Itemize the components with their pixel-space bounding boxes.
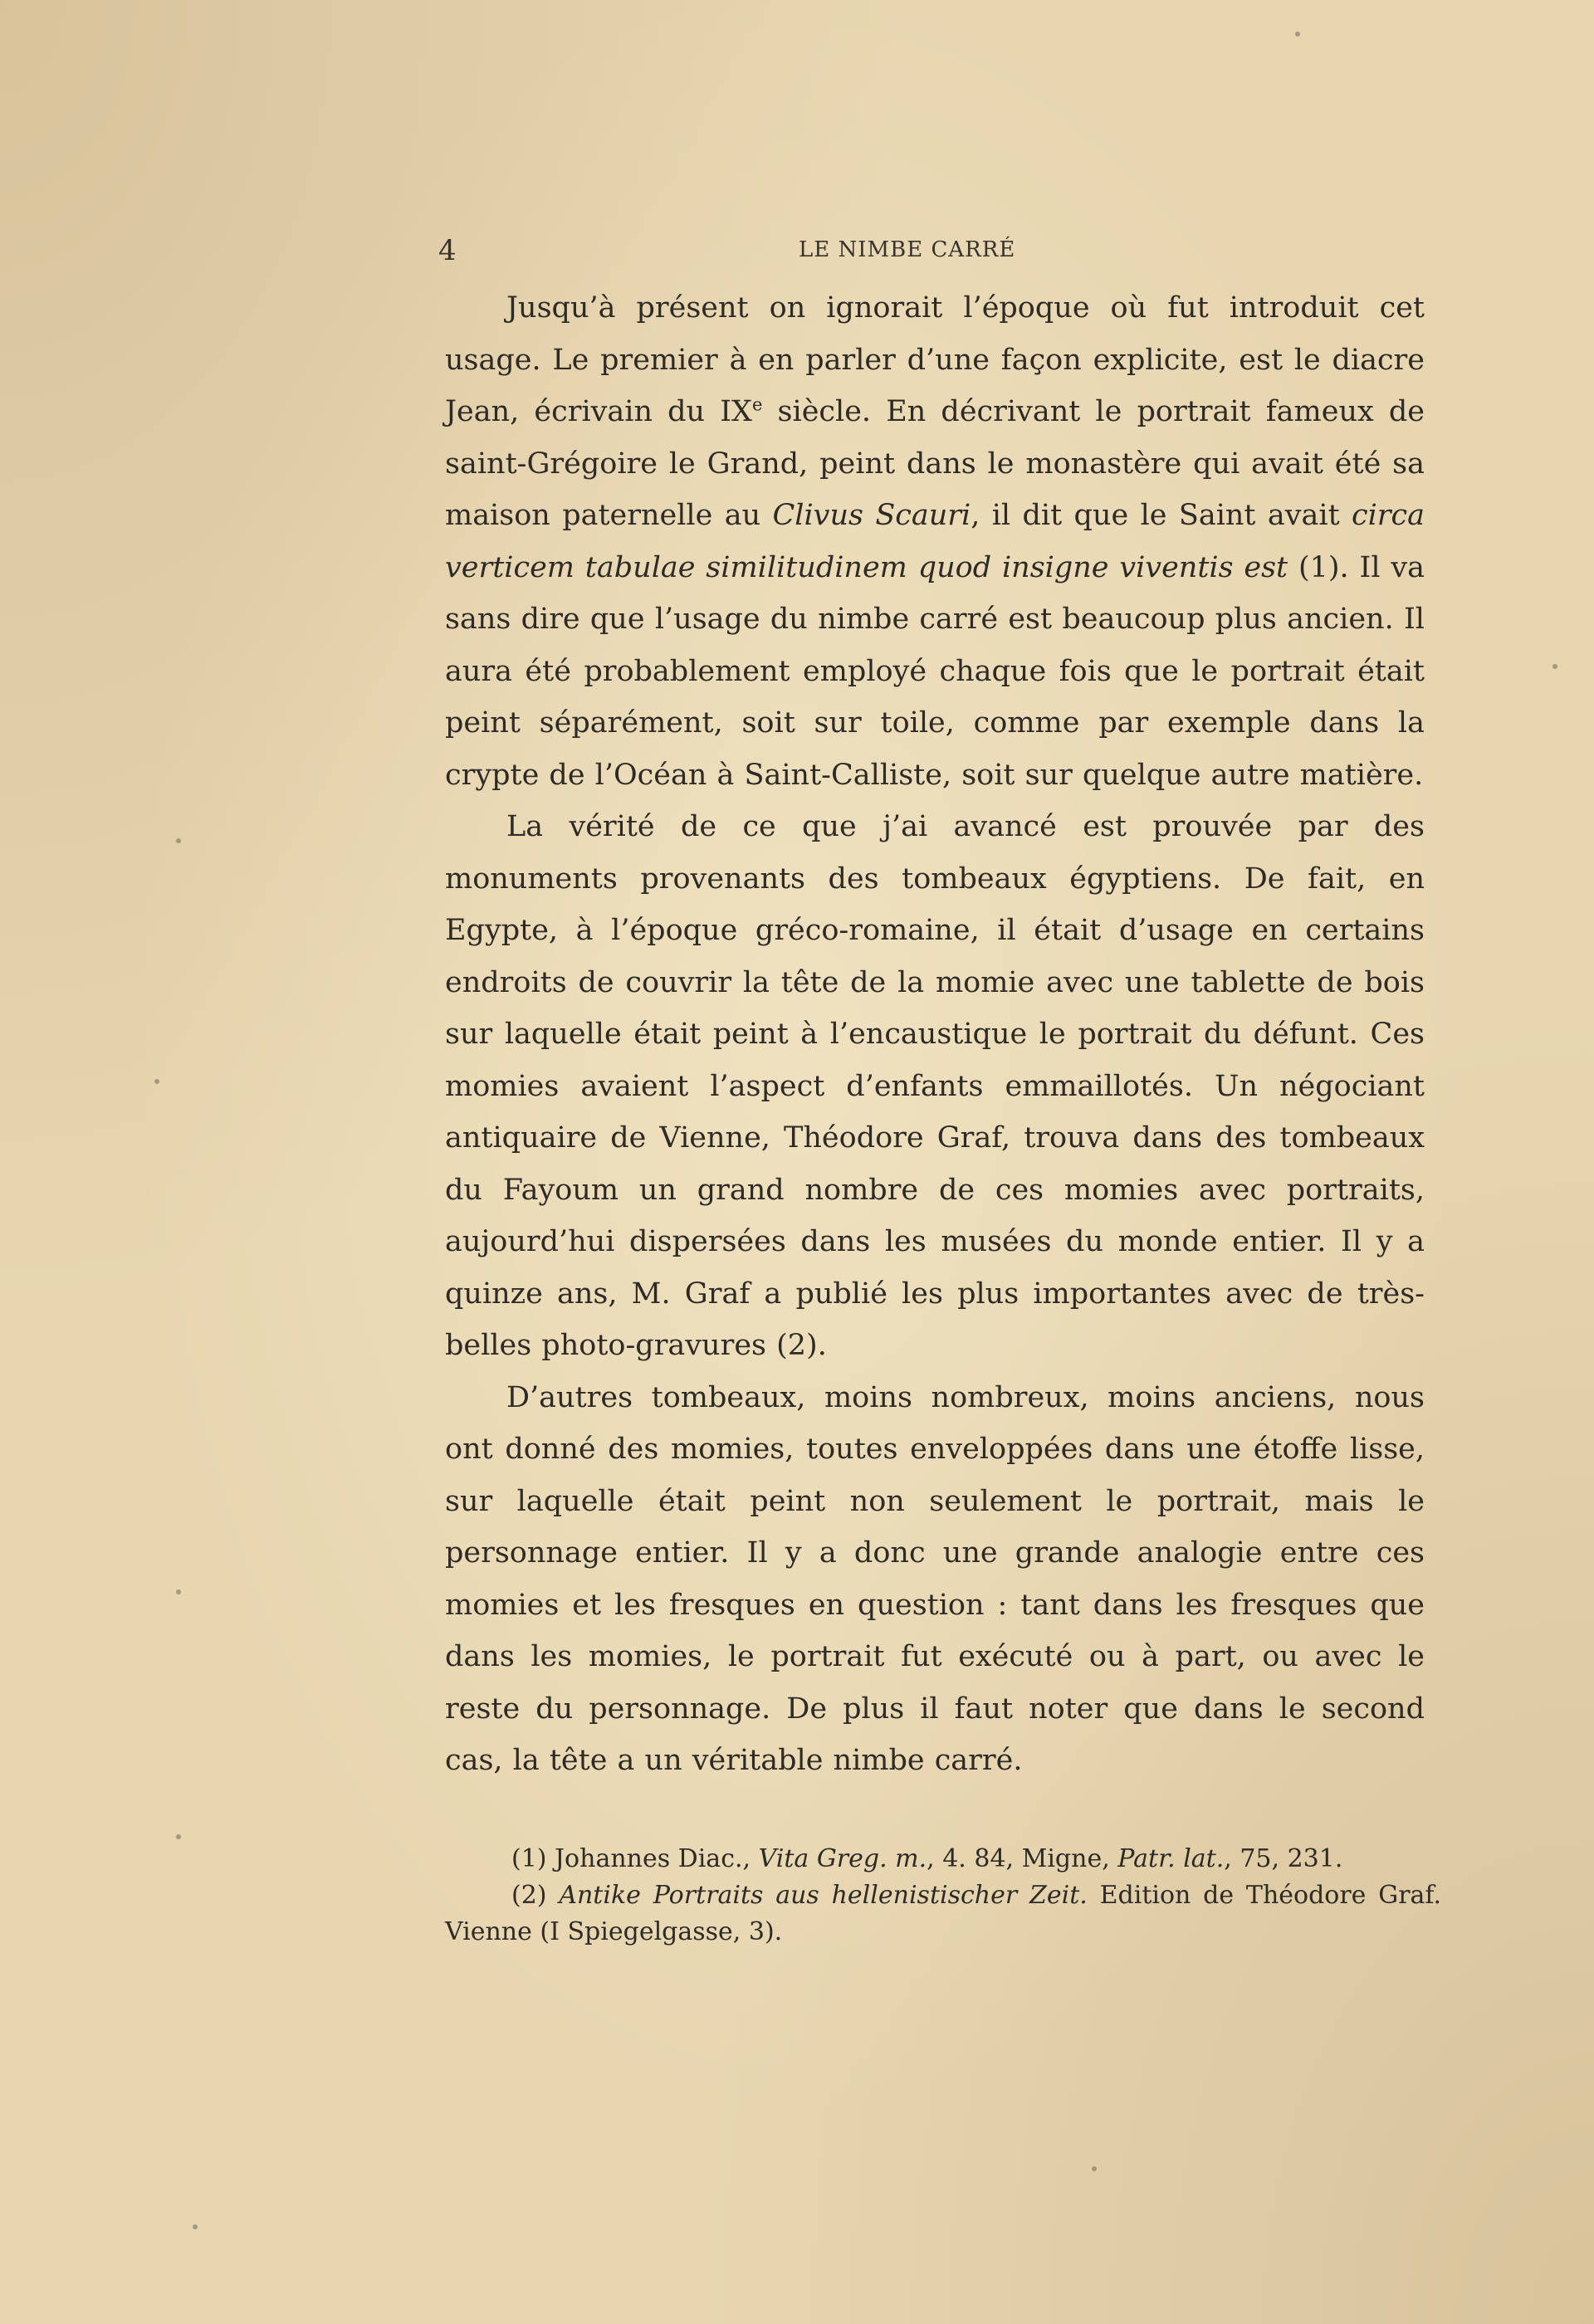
running-title: LE NIMBE CARRÉ — [799, 237, 1016, 262]
scan-speck — [1552, 664, 1557, 669]
text-span: , 4. 84, Migne, — [927, 1844, 1118, 1873]
scan-speck — [1092, 2166, 1097, 2171]
text-span: , 75, 231. — [1224, 1844, 1343, 1873]
scan-speck — [154, 1079, 159, 1084]
text-span: (1) Johannes Diac., — [511, 1844, 759, 1873]
scan-speck — [176, 838, 181, 843]
footnote-1 — [445, 1841, 1441, 1877]
page-header — [438, 234, 1435, 267]
page-number: 4 — [438, 234, 457, 267]
italic-phrase: Clivus Scauri — [772, 499, 971, 532]
italic-phrase: circa verticem tabulae similitudinem quod insigne viventis est — [445, 499, 1425, 584]
text-span: Edition de Théodore Graf. Vienne (I Spiegelgasse, 3). — [445, 1881, 1442, 1946]
text-span: (1). Il va sans dire que l’usage du nimbe carré est beaucoup plus ancien. Il aura été probablement employé chaque fois que le portrait était peint séparément, soit sur toile, comme par exemple dans la crypte de l’Océan à Saint-Calliste, soit sur quelque autre matière. — [445, 550, 1425, 792]
italic-phrase: Antike Portraits aus hellenistischer Zeit. — [559, 1881, 1088, 1910]
scan-speck — [1295, 32, 1300, 37]
paragraph-3: D’autres tombeaux, moins nombreux, moins anciens, nous ont donné des momies, toutes enveloppées dans une étoffe lisse, sur laquelle était peint non seulement le portrait, mais le personnage entier. Il y a donc une grande analogie entre ces momies et les fresques en question : tant dans les fresques que dans les momies, le portrait fut exécuté ou à part, ou avec le reste du personnage. De plus il faut noter que dans le second cas, la tête a un véritable nimbe carré. — [445, 1380, 1425, 1777]
italic-phrase: Vita Greg. m. — [758, 1844, 927, 1873]
scan-speck — [176, 1589, 181, 1594]
text-span: Jusqu’à présent on ignorait l’époque où fut introduit cet usage. Le premier à en parler d’une façon explicite, est le diacre Jean, écrivain du IX — [445, 291, 1425, 428]
text-span: (2) — [511, 1881, 560, 1910]
text-span: siècle. En décrivant le portrait fameux de saint-Grégoire le Grand, peint dans le monastère qui avait été sa maison paternelle au — [445, 395, 1425, 532]
text-span: , il dit que le Saint avait — [971, 499, 1352, 532]
scan-speck — [193, 2224, 198, 2229]
superscript: e — [751, 394, 763, 415]
body-text — [445, 282, 1425, 1787]
scan-speck — [176, 1834, 181, 1839]
footnote-2 — [445, 1877, 1441, 1950]
paragraph-1 — [445, 282, 1425, 801]
italic-phrase: Patr. lat. — [1117, 1844, 1225, 1873]
paragraph-2: La vérité de ce que j’ai avancé est prouvée par des monuments provenants des tombeaux égyptiens. De fait, en Egypte, à l’époque gréco-romaine, il était d’usage en certains endroits de couvrir la tête de la momie avec une tablette de bois sur laquelle était peint à l’encaustique le portrait du défunt. Ces momies avaient l’aspect d’enfants emmaillotés. Un négociant antiquaire de Vienne, Théodore Graf, trouva dans des tombeaux du Fayoum un grand nombre de ces momies avec portraits, aujourd’hui dispersées dans les musées du monde entier. Il y a quinze ans, M. Graf a publié les plus importantes avec de très-belles photo-gravures (2). — [445, 810, 1425, 1362]
footnotes — [445, 1841, 1441, 1950]
